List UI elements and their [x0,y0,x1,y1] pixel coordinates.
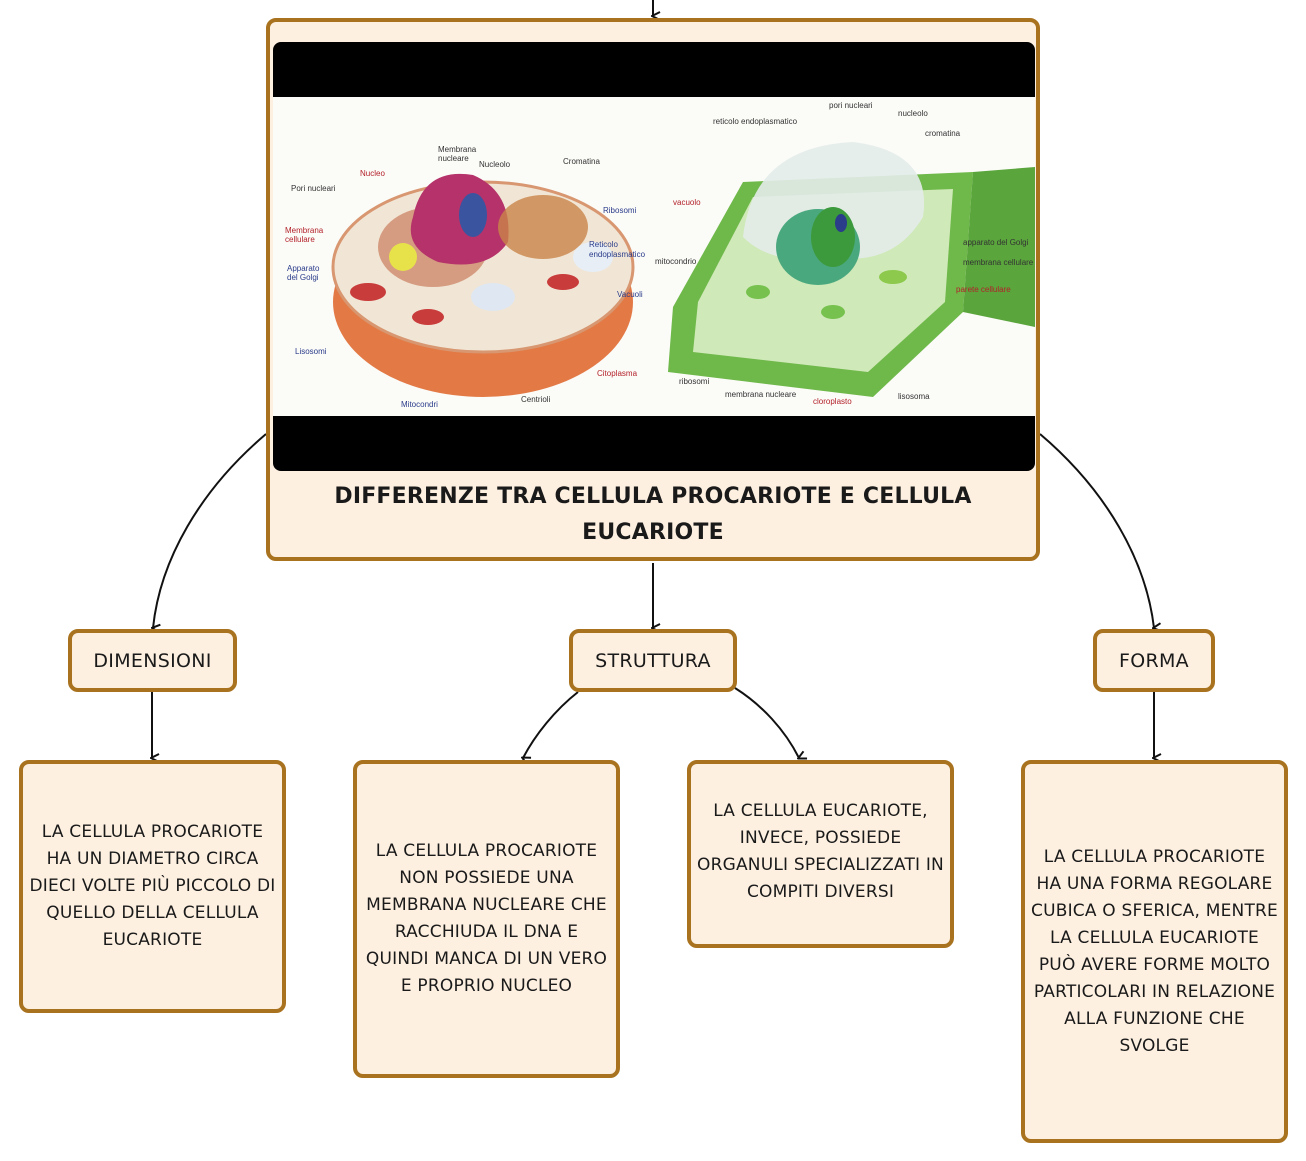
svg-text:Apparato: Apparato [287,264,320,273]
cell-image-frame [273,42,1035,471]
edge-struttura-procariote [523,692,578,758]
svg-text:Mitocondri: Mitocondri [401,400,438,409]
svg-text:del Golgi: del Golgi [287,273,319,282]
svg-text:Ribosomi: Ribosomi [603,206,637,215]
cell-comparison-image [273,97,1035,416]
plant-cell-illustration [668,142,1035,397]
svg-text:membrana nucleare: membrana nucleare [725,390,797,399]
svg-text:Citoplasma: Citoplasma [597,369,638,378]
category-dimensioni-label: DIMENSIONI [93,649,212,672]
svg-text:vacuolo: vacuolo [673,198,701,207]
category-struttura-label: STRUTTURA [595,649,711,672]
svg-text:apparato del Golgi: apparato del Golgi [963,238,1029,247]
category-forma-label: FORMA [1119,649,1189,672]
svg-text:Nucleo: Nucleo [360,169,385,178]
leaf-struttura-procariote[interactable] [353,760,620,1078]
svg-text:Pori nucleari: Pori nucleari [291,184,336,193]
svg-text:Reticolo: Reticolo [589,240,618,249]
leaf-struttura-procariote-text: LA CELLULA PROCARIOTE NON POSSIEDE UNA MEMBRANA NUCLEARE CHE RACCHIUDA IL DNA E QUINDI MANCA DI UN VERO E PROPRIO NUCLEO [365,841,608,996]
svg-text:nucleare: nucleare [438,154,469,163]
leaf-struttura-eucariote-text: LA CELLULA EUCARIOTE, INVECE, POSSIEDE ORGANULI SPECIALIZZATI IN COMPITI DIVERSI [697,801,944,902]
svg-text:Lisosomi: Lisosomi [295,347,327,356]
svg-text:cellulare: cellulare [285,235,315,244]
category-forma[interactable] [1093,629,1215,692]
svg-text:cromatina: cromatina [925,129,961,138]
category-dimensioni[interactable] [68,629,237,692]
category-struttura[interactable] [569,629,737,692]
root-title: DIFFERENZE TRA CELLULA PROCARIOTE E CELLULA EUCARIOTE [334,483,972,545]
svg-text:Centrioli: Centrioli [521,395,551,404]
leaf-forma-text: LA CELLULA PROCARIOTE HA UNA FORMA REGOLARE CUBICA O SFERICA, MENTRE LA CELLULA EUCARIOTE PUÒ AVERE FORME MOLTO PARTICOLARI IN RELAZIONE ALLA FUNZIONE CHE SVOLGE [1031,846,1278,1056]
leaf-dimensioni[interactable] [19,760,286,1013]
edge-root-dimensioni [153,434,266,628]
svg-text:endoplasmatico: endoplasmatico [589,250,646,259]
leaf-struttura-eucariote[interactable] [687,760,954,948]
svg-text:pori nucleari: pori nucleari [829,101,873,110]
svg-text:Cromatina: Cromatina [563,157,600,166]
edge-root-forma [1040,434,1154,628]
svg-text:ribosomi: ribosomi [679,377,710,386]
svg-text:parete cellulare: parete cellulare [956,285,1011,294]
svg-text:Nucleolo: Nucleolo [479,160,511,169]
svg-text:lisosoma: lisosoma [898,392,930,401]
svg-text:membrana cellulare: membrana cellulare [963,258,1034,267]
edge-struttura-eucariote [735,688,799,758]
svg-text:mitocondrio: mitocondrio [655,257,697,266]
leaf-dimensioni-text: LA CELLULA PROCARIOTE HA UN DIAMETRO CIRCA DIECI VOLTE PIÙ PICCOLO DI QUELLO DELLA CELLULA EUCARIOTE [29,822,276,950]
svg-text:reticolo endoplasmatico: reticolo endoplasmatico [713,117,798,126]
svg-text:cloroplasto: cloroplasto [813,397,852,406]
animal-cell-illustration [333,174,633,397]
svg-text:Membrana: Membrana [285,226,324,235]
leaf-forma[interactable] [1021,760,1288,1143]
root-node[interactable] [266,18,1040,561]
svg-text:nucleolo: nucleolo [898,109,928,118]
svg-text:Vacuoli: Vacuoli [617,290,643,299]
svg-text:Membrana: Membrana [438,145,477,154]
